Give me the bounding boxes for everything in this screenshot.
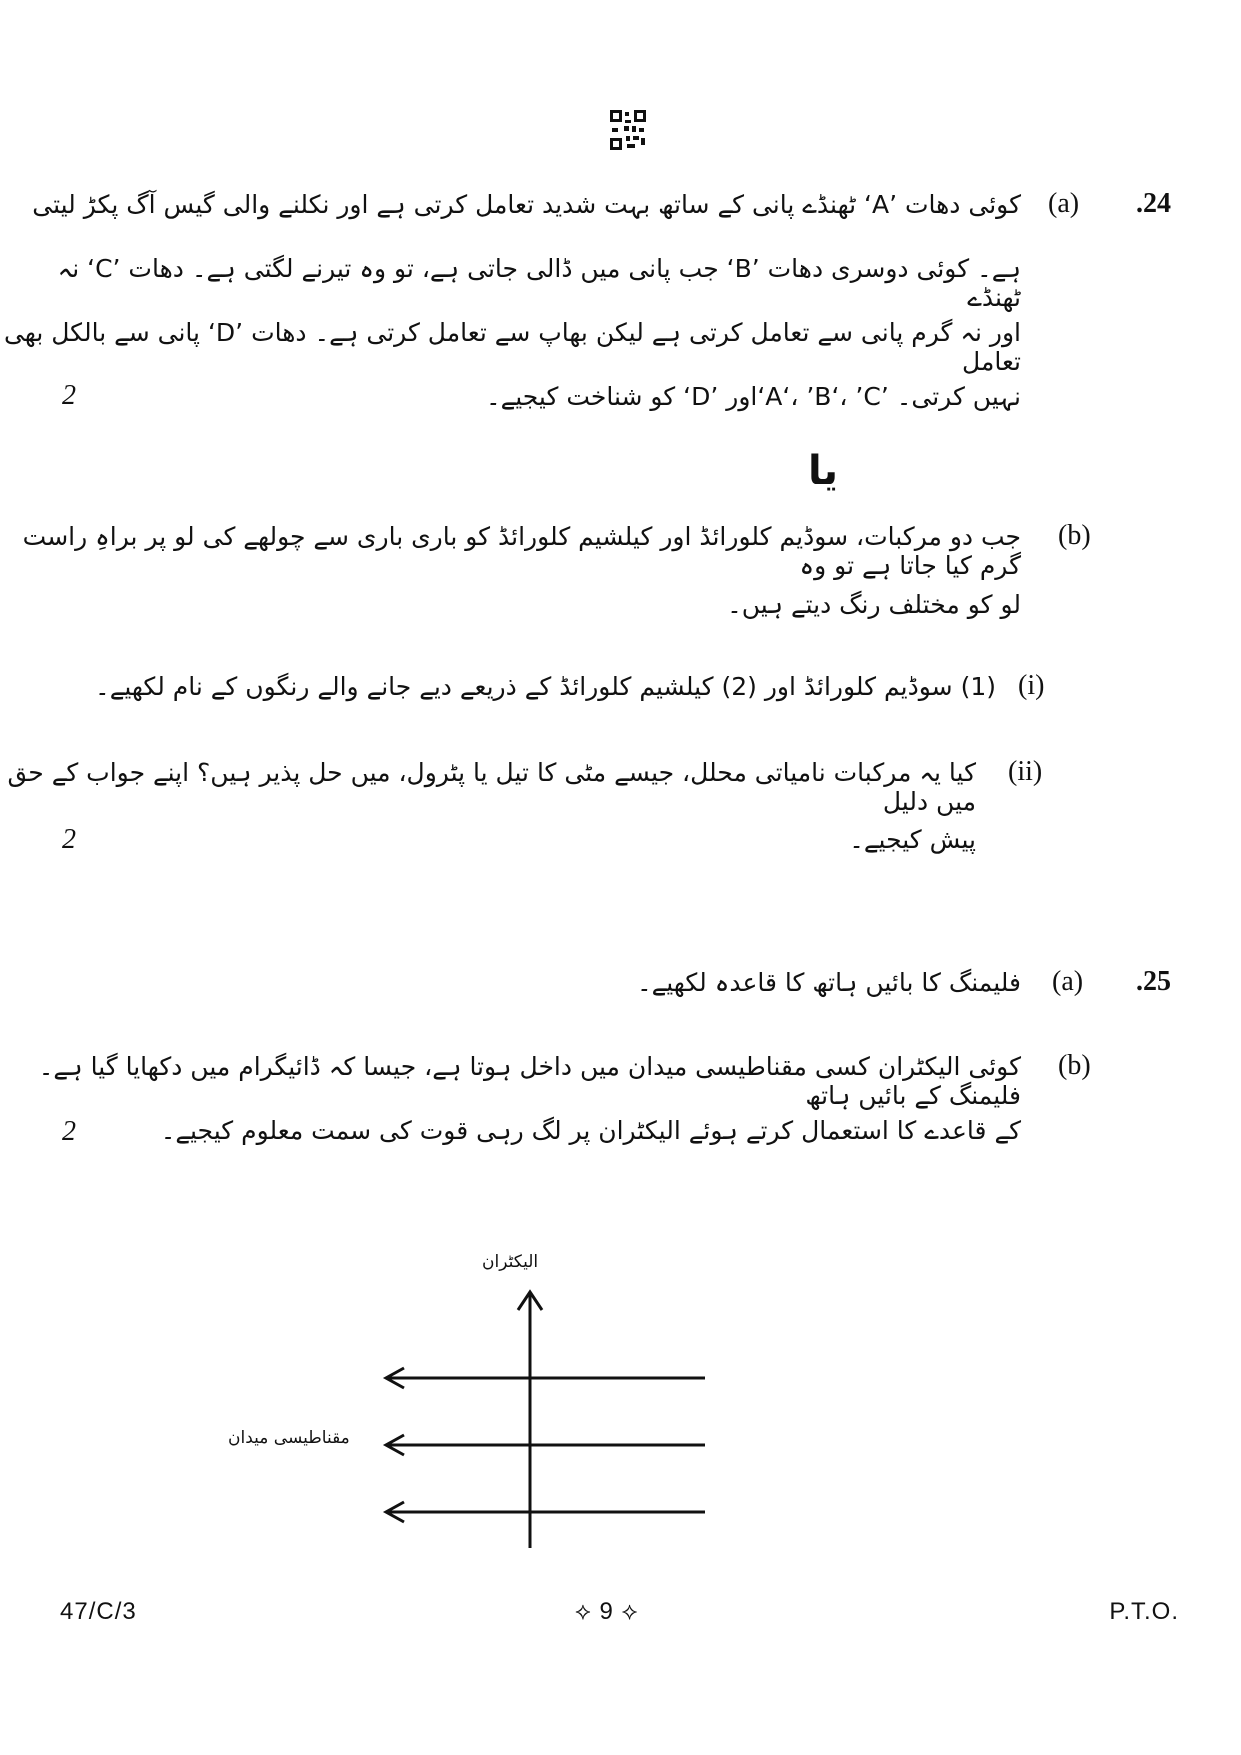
paper-code: 47/C/3 xyxy=(60,1598,137,1625)
q24-b-sub-ii-line-2: پیش کیجیے۔ xyxy=(849,825,976,854)
electron-label: الیکٹران xyxy=(482,1252,539,1272)
q25-part-a-text: فلیمنگ کا بائیں ہاتھ کا قاعدہ لکھیے۔ xyxy=(636,968,1021,997)
q24-part-b-line-1: جب دو مرکبات، سوڈیم کلورائڈ اور کیلشیم کلورائڈ کو باری باری سے چولھے کی لو پر براہِ راست گرم کیا جاتا ہے تو وہ xyxy=(22,522,1021,580)
page-ornament-right: ⟡ xyxy=(621,1598,639,1625)
pto-label: P.T.O. xyxy=(1109,1598,1179,1625)
q25-part-b-line-2: کے قاعدے کا استعمال کرتے ہوئے الیکٹران پر لگ رہی قوت کی سمت معلوم کیجیے۔ xyxy=(160,1116,1021,1145)
page-number xyxy=(575,1598,638,1626)
q24-part-a-line-2: ہے۔ کوئی دوسری دھات ’B‘ جب پانی میں ڈالی جاتی ہے، تو وہ تیرنے لگتی ہے۔ دھات ’C‘ نہ ٹھنڈے xyxy=(57,254,1021,312)
q24-part-b-label: (b) xyxy=(1058,520,1091,551)
qr-code-icon xyxy=(610,110,646,150)
q24-b-marks: 2 xyxy=(62,824,76,855)
q24-part-a-label: (a) xyxy=(1048,188,1080,219)
magnetic-field-label: مقناطیسی میدان xyxy=(228,1428,350,1448)
q24-b-sub-ii-line-1: کیا یہ مرکبات نامیاتی محلل، جیسے مٹی کا تیل یا پٹرول، میں حل پذیر ہیں؟ اپنے جواب کے حق میں دلیل xyxy=(7,758,976,816)
question-number-25: .25 xyxy=(1136,966,1171,997)
q25-part-b-label: (b) xyxy=(1058,1050,1091,1081)
q24-b-sub-i-text: (1) سوڈیم کلورائڈ اور (2) کیلشیم کلورائڈ کے ذریعے دیے جانے والے رنگوں کے نام لکھیے۔ xyxy=(95,672,996,701)
q24-part-a-line-1: کوئی دھات ’A‘ ٹھنڈے پانی کے ساتھ بہت شدید تعامل کرتی ہے اور نکلنے والی گیس آگ پکڑ لیتی xyxy=(32,190,1021,219)
or-divider: یا xyxy=(808,448,839,494)
q25-part-a-label: (a) xyxy=(1052,966,1084,997)
q25-b-marks: 2 xyxy=(62,1116,76,1147)
q24-part-a-line-3: اور نہ گرم پانی سے تعامل کرتی ہے لیکن بھاپ سے تعامل کرتی ہے۔ دھات ’D‘ پانی سے بالکل بھی تعامل xyxy=(3,318,1021,376)
q24-b-sub-i-label: (i) xyxy=(1018,670,1045,701)
q24-b-sub-ii-label: (ii) xyxy=(1008,756,1043,787)
q24-a-marks: 2 xyxy=(62,380,76,411)
question-number-24: .24 xyxy=(1136,188,1171,219)
page-ornament-left: ⟡ xyxy=(575,1598,592,1625)
q24-part-b-line-2: لو کو مختلف رنگ دیتے ہیں۔ xyxy=(727,590,1021,619)
q24-part-a-line-4: نہیں کرتی۔ ’A‘، ’B‘، ’C‘اور ’D‘ کو شناخت کیجیے۔ xyxy=(485,382,1021,411)
page-number-value: 9 xyxy=(599,1598,614,1625)
magnetic-field-diagram xyxy=(370,1280,720,1560)
q25-part-b-line-1: کوئی الیکٹران کسی مقناطیسی میدان میں داخل ہوتا ہے، جیسا کہ ڈائیگرام میں دکھایا گیا ہے۔ فلیمنگ کے بائیں ہاتھ xyxy=(38,1052,1021,1110)
